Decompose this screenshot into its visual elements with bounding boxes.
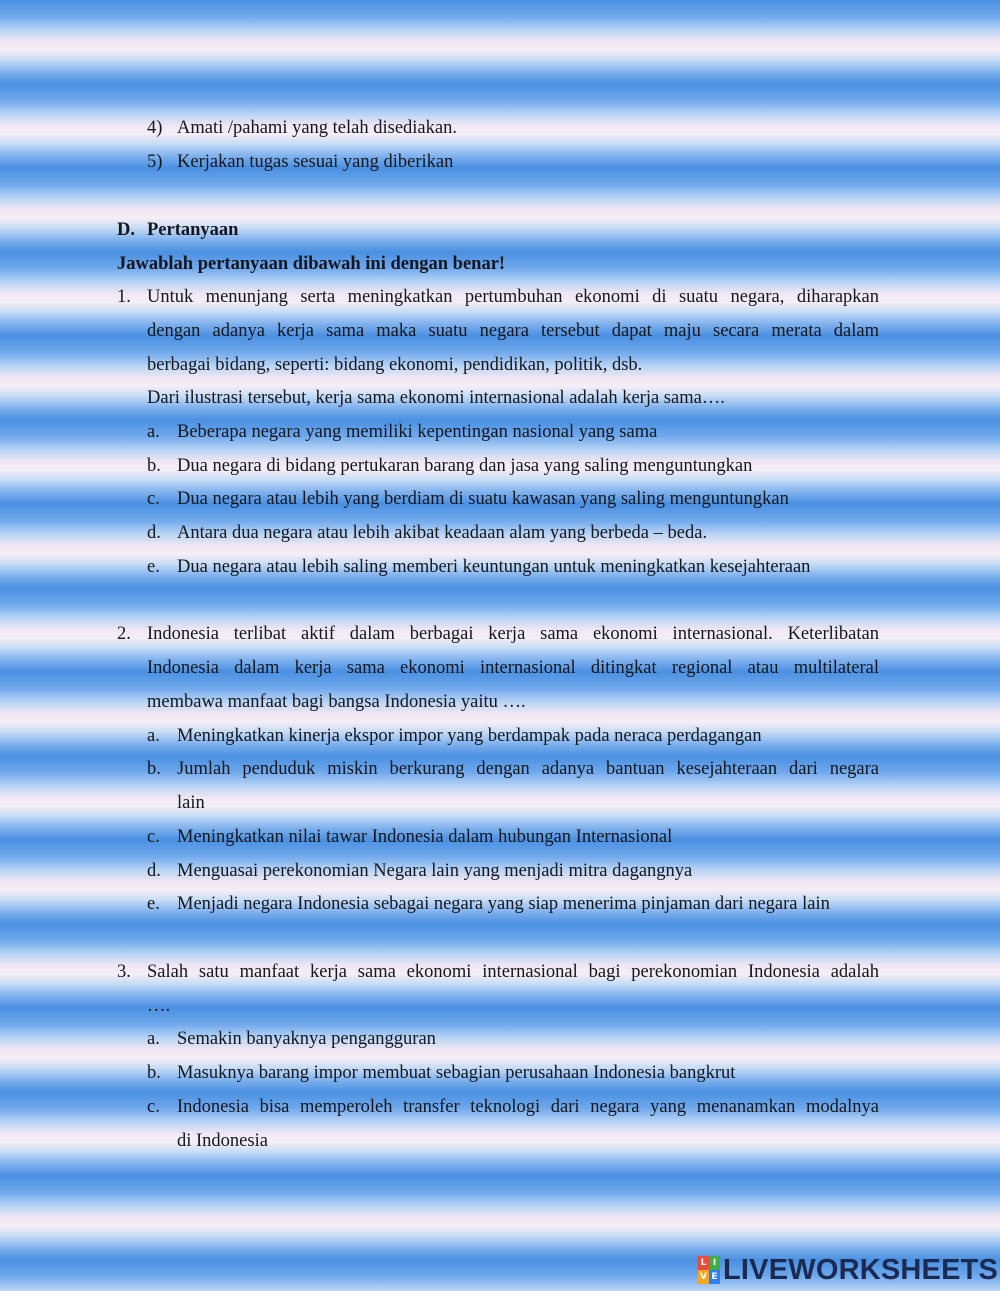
question-text-line: Indonesia dalam kerja sama ekonomi internasional ditingkat regional atau multilateral <box>147 658 879 678</box>
step-number: 4) <box>147 118 163 138</box>
option-text: Dua negara atau lebih yang berdiam di suatu kawasan yang saling menguntungkan <box>177 489 789 509</box>
option-letter: c. <box>147 489 160 509</box>
instruction: Jawablah pertanyaan dibawah ini dengan benar! <box>117 254 506 274</box>
step-text: Amati /pahami yang telah disediakan. <box>177 118 457 138</box>
option-text: Masuknya barang impor membuat sebagian perusahaan Indonesia bangkrut <box>177 1063 736 1083</box>
option-letter: b. <box>147 1063 161 1083</box>
option-letter: e. <box>147 894 160 914</box>
option-text: Beberapa negara yang memiliki kepentingan nasional yang sama <box>177 422 658 442</box>
option-letter: b. <box>147 759 161 779</box>
logo-text: LIVEWORKSHEETS <box>723 1253 999 1286</box>
option-text: Dua negara atau lebih saling memberi keuntungan untuk meningkatkan kesejahteraan <box>177 557 811 577</box>
question-text-line: Untuk menunjang serta meningkatkan pertumbuhan ekonomi di suatu negara, diharapkan <box>147 287 879 307</box>
option-letter: a. <box>147 422 160 442</box>
option-text: Meningkatkan kinerja ekspor impor yang berdampak pada neraca perdagangan <box>177 726 762 746</box>
mark-letter-v: V <box>698 1270 709 1284</box>
step-text: Kerjakan tugas sesuai yang diberikan <box>177 152 454 172</box>
question-text-line: …. <box>147 996 171 1016</box>
option-text: Jumlah penduduk miskin berkurang dengan adanya bantuan kesejahteraan dari negara <box>177 759 879 779</box>
option-text: Menjadi negara Indonesia sebagai negara yang siap menerima pinjaman dari negara lain <box>177 894 830 914</box>
option-text: Semakin banyaknya pengangguran <box>177 1029 436 1049</box>
option-text: Meningkatkan nilai tawar Indonesia dalam hubungan Internasional <box>177 827 673 847</box>
option-text: Menguasai perekonomian Negara lain yang menjadi mitra dagangnya <box>177 861 693 881</box>
mark-letter-l: L <box>698 1256 709 1270</box>
option-letter: e. <box>147 557 160 577</box>
question-text-line: berbagai bidang, seperti: bidang ekonomi, pendidikan, politik, dsb. <box>147 355 643 375</box>
question-text-line: dengan adanya kerja sama maka suatu negara tersebut dapat maju secara merata dalam <box>147 321 879 341</box>
option-letter: c. <box>147 1097 160 1117</box>
question-number: 2. <box>117 624 131 644</box>
question-number: 3. <box>117 962 131 982</box>
option-letter: d. <box>147 861 161 881</box>
section-letter: D. <box>117 220 135 240</box>
option-text-continuation: di Indonesia <box>177 1131 268 1151</box>
liveworksheets-logo[interactable] <box>698 1254 998 1286</box>
option-letter: d. <box>147 523 161 543</box>
option-text: Antara dua negara atau lebih akibat keadaan alam yang berbeda – beda. <box>177 523 708 543</box>
question-text-line: Dari ilustrasi tersebut, kerja sama ekonomi internasional adalah kerja sama…. <box>147 388 725 408</box>
live-mark-icon <box>698 1256 720 1284</box>
option-letter: c. <box>147 827 160 847</box>
option-text: Dua negara di bidang pertukaran barang dan jasa yang saling menguntungkan <box>177 456 753 476</box>
question-number: 1. <box>117 287 131 307</box>
option-text: Indonesia bisa memperoleh transfer teknologi dari negara yang menanamkan modalnya <box>177 1097 879 1117</box>
option-letter: a. <box>147 726 160 746</box>
option-text-continuation: lain <box>177 793 205 813</box>
question-text-line: Salah satu manfaat kerja sama ekonomi internasional bagi perekonomian Indonesia adalah <box>147 962 879 982</box>
question-text-line: membawa manfaat bagi bangsa Indonesia yaitu …. <box>147 692 526 712</box>
section-title: Pertanyaan <box>147 220 239 240</box>
option-letter: a. <box>147 1029 160 1049</box>
question-text-line: Indonesia terlibat aktif dalam berbagai kerja sama ekonomi internasional. Keterlibatan <box>147 624 879 644</box>
step-number: 5) <box>147 152 163 172</box>
option-letter: b. <box>147 456 161 476</box>
mark-letter-e: E <box>709 1270 720 1284</box>
mark-letter-i: I <box>709 1256 720 1270</box>
